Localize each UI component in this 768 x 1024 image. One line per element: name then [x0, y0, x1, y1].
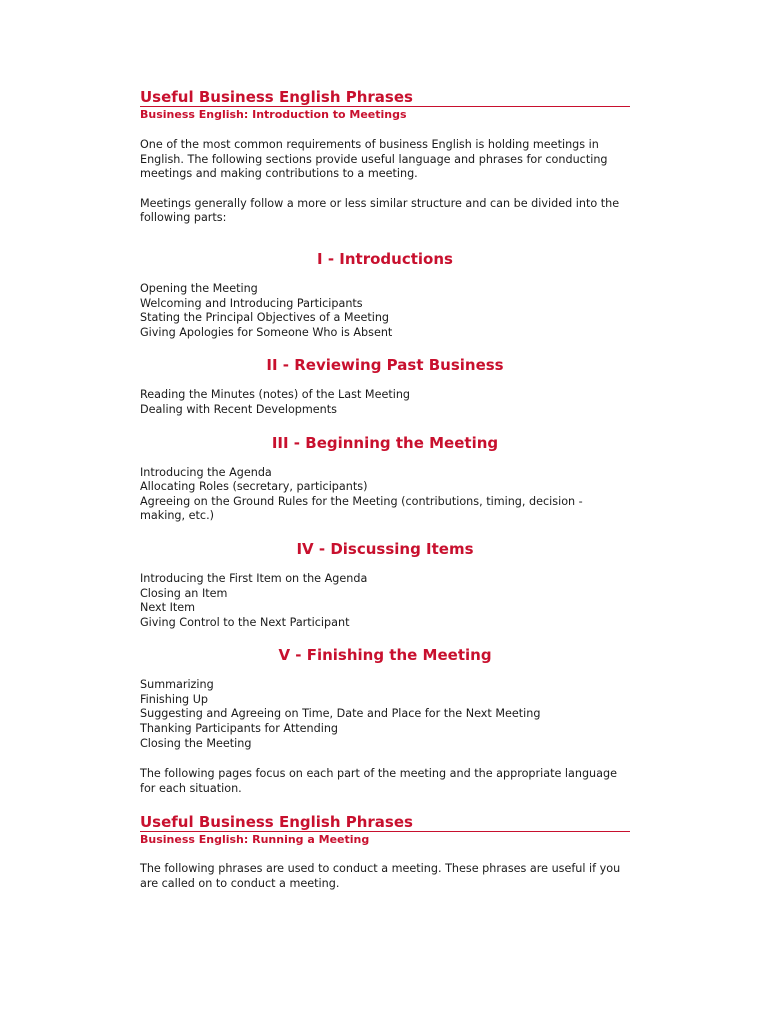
list-item: Thanking Participants for Attending: [140, 722, 339, 736]
list-item: Summarizing: [140, 678, 214, 692]
section-list-reviewing-past-business: [140, 388, 630, 417]
intro-paragraph-2: Meetings generally follow a more or less similar structure and can be divided into the following parts:: [140, 196, 620, 225]
list-item: Stating the Principal Objectives of a Meeting: [140, 311, 390, 325]
list-item: Next Item: [140, 601, 196, 615]
section-list-discussing-items: [140, 572, 630, 630]
list-item: Agreeing on the Ground Rules for the Meeting (contributions, timing, decision - making, etc.): [140, 494, 583, 523]
section-heading-introductions: I - Introductions: [317, 249, 453, 268]
document-title-2: Useful Business English Phrases: [140, 813, 630, 832]
list-item: Closing an Item: [140, 586, 228, 600]
outro-paragraph: The following pages focus on each part of the meeting and the appropriate language for each situation.: [140, 767, 617, 795]
section-heading-discussing-items: IV - Discussing Items: [296, 539, 474, 558]
list-item: Giving Control to the Next Participant: [140, 615, 350, 629]
list-item: Introducing the Agenda: [140, 465, 272, 479]
list-item: Dealing with Recent Developments: [140, 402, 337, 416]
section-heading-reviewing-past-business: II - Reviewing Past Business: [266, 356, 504, 375]
list-item: Finishing Up: [140, 692, 208, 706]
list-item: Opening the Meeting: [140, 281, 258, 295]
document-page: [140, 88, 630, 892]
section-list-finishing-the-meeting: [140, 678, 630, 751]
section-list-introductions: [140, 282, 630, 340]
section-list-beginning-the-meeting: [140, 466, 630, 524]
document-title: Useful Business English Phrases: [140, 88, 630, 107]
document-subtitle: Business English: Introduction to Meetings: [140, 108, 407, 121]
list-item: Welcoming and Introducing Participants: [140, 296, 363, 310]
intro-paragraph-1: One of the most common requirements of business English is holding meetings in English. The following sections provide useful language and phrases for conducting meetings and making contributions to a meeting.: [140, 138, 608, 181]
document-subtitle-2: Business English: Running a Meeting: [140, 833, 370, 847]
list-item: Closing the Meeting: [140, 736, 252, 750]
list-item: Giving Apologies for Someone Who is Absent: [140, 325, 393, 339]
running-paragraph: The following phrases are used to conduct a meeting. These phrases are useful if you are called on to conduct a meeting.: [140, 862, 621, 891]
list-item: Allocating Roles (secretary, participants): [140, 480, 368, 494]
section-heading-finishing-the-meeting: V - Finishing the Meeting: [278, 646, 492, 665]
section-heading-beginning-the-meeting: III - Beginning the Meeting: [271, 433, 499, 452]
list-item: Introducing the First Item on the Agenda: [140, 571, 368, 585]
list-item: Suggesting and Agreeing on Time, Date and Place for the Next Meeting: [140, 707, 541, 721]
list-item: Reading the Minutes (notes) of the Last Meeting: [140, 388, 411, 402]
